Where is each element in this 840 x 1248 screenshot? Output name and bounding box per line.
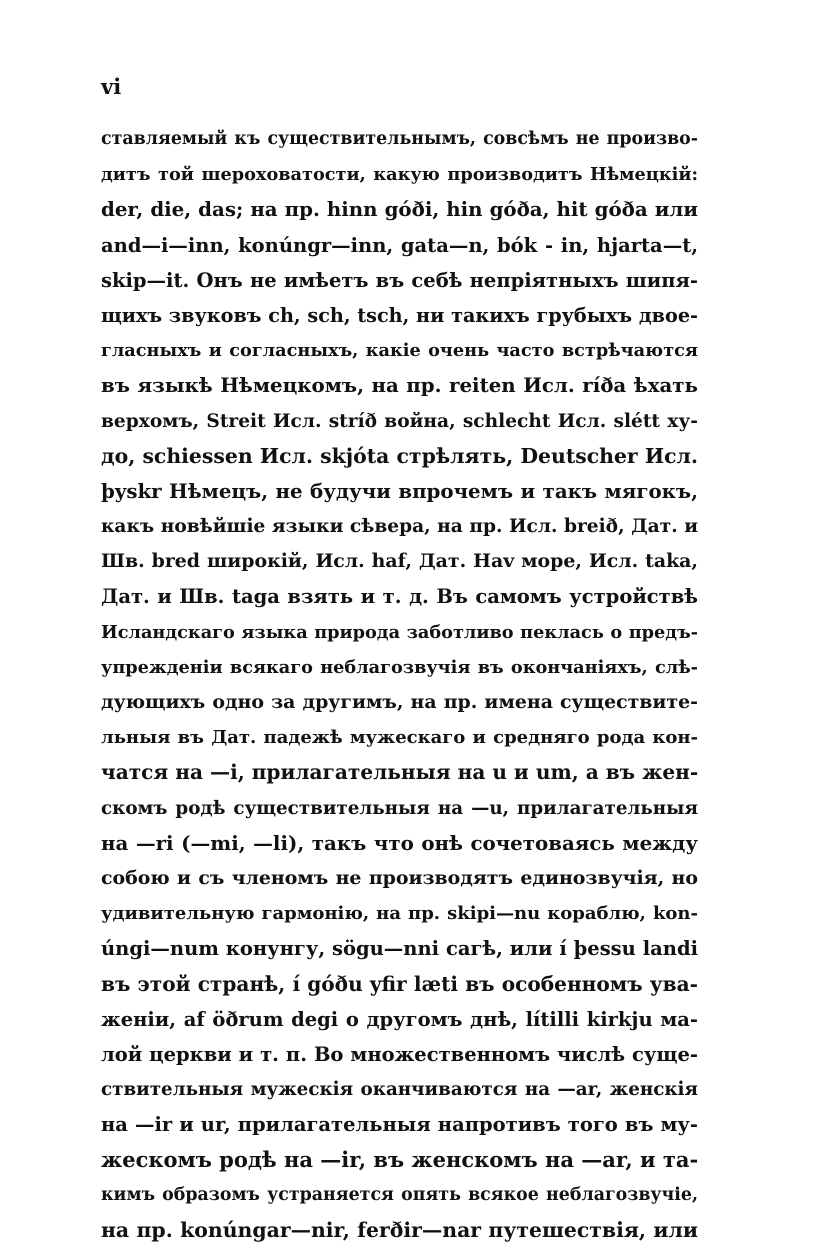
text-line: дующихъ одно за другимъ, на пр. имена существите- <box>101 691 698 713</box>
body-text <box>101 122 698 1248</box>
page-number: vi <box>101 74 122 99</box>
text-line: úngi—num конунгу, sögu—nni сагѣ, или í þessu landi <box>101 937 698 961</box>
text-line: дитъ той шероховатости, какую производитъ Нѣмецкій: <box>101 164 698 186</box>
text-line: and—i—inn, konúngr—inn, gata—n, bók - in, hjarta—t, <box>101 233 698 257</box>
text-line: льныя въ Дат. падежѣ мужескаго и средняго рода кон- <box>101 727 698 749</box>
text-line: ствительныя мужескія оканчиваются на —ar, женскія <box>101 1079 698 1101</box>
text-line: ставляемый къ существительнымъ, совсѣмъ не произво- <box>101 129 698 149</box>
text-line: упрежденіи всякаго неблагозвучія въ окончаніяхъ, слѣ- <box>101 656 698 678</box>
text-line: þyskr Нѣмецъ, не будучи впрочемъ и такъ мягокъ, <box>101 478 698 503</box>
text-line: щихъ звуковъ ch, sch, tsch, ни такихъ грубыхъ двое- <box>101 303 698 327</box>
text-line: на —ri (—mi, —li), такъ что онѣ сочетоваясь между <box>101 830 698 855</box>
text-line: жескомъ родѣ на —ir, въ женскомъ на —ar, и та- <box>101 1147 698 1173</box>
text-line: Дат. и Шв. taga взять и т. д. Въ самомъ устройствѣ <box>101 585 698 609</box>
text-line: skip—it. Онъ не имѣетъ въ себѣ непріятныхъ шипя- <box>101 268 698 292</box>
text-line: какъ новѣйшіе языки сѣвера, на пр. Исл. breið, Дат. и <box>101 516 698 538</box>
text-line: скомъ родѣ существительныя на —u, прилагательныя <box>101 797 698 819</box>
text-line: на —ir и ur, прилагательныя напротивъ того въ му- <box>101 1113 698 1137</box>
text-line: кимъ образомъ устраняется опять всякое неблагозвучіе, <box>101 1184 698 1205</box>
text-line: на пр. konúngar—nir, ferðir—nar путешествія, или <box>101 1217 698 1242</box>
text-line: лой церкви и т. п. Во множественномъ числѣ суще- <box>101 1042 698 1066</box>
text-line: Шв. bred широкій, Исл. haf, Дат. Hav море, Исл. taka, <box>101 550 698 573</box>
text-line: der, die, das; на пр. hinn góði, hin góða, hit góða или <box>101 197 698 222</box>
text-line: чатся на —i, прилагательныя на u и um, а въ жен- <box>101 760 698 785</box>
text-line: верхомъ, Streit Исл. stríð война, schlecht Исл. slétt ху- <box>101 410 698 432</box>
text-line: въ этой странѣ, í góðu yfir læti въ особенномъ ува- <box>101 971 698 996</box>
text-line: удивительную гармонію, на пр. skipi—nu кораблю, kon- <box>101 903 698 925</box>
text-line: женіи, af öðrum degi о другомъ днѣ, lítilli kirkju ма- <box>101 1007 698 1031</box>
text-line: Исландскаго языка природа заботливо пеклась о предъ- <box>101 621 698 643</box>
text-line: до, schiessen Исл. skjóta стрѣлять, Deutscher Исл. <box>101 443 698 468</box>
text-line: гласныхъ и согласныхъ, какіе очень часто встрѣчаются <box>101 340 698 362</box>
text-line: въ языкѣ Нѣмецкомъ, на пр. reiten Исл. ríða ѣхать <box>101 373 698 398</box>
text-line: собою и съ членомъ не производятъ единозвучія, но <box>101 866 698 889</box>
